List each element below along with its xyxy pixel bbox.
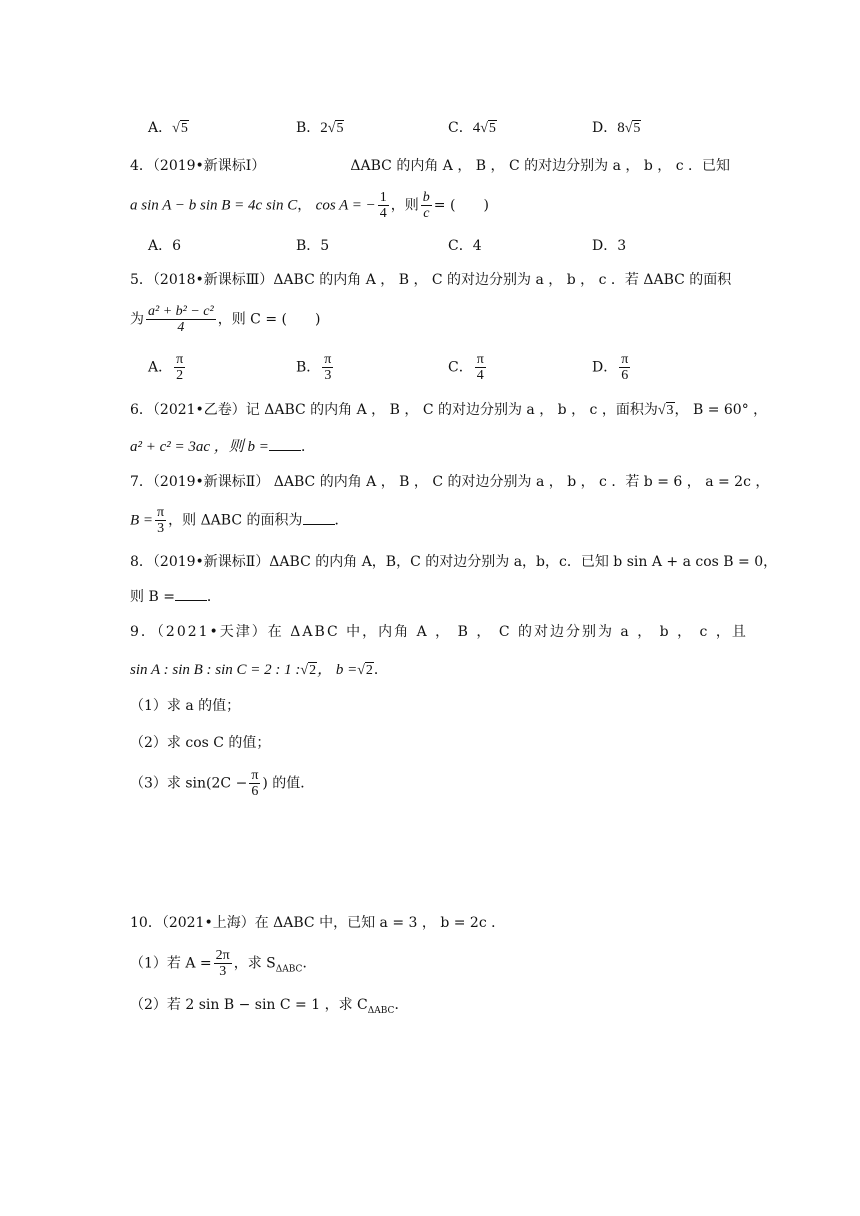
- q4-line2: a sin A − b sin B = 4c sin C， cos A = − $\frac{1}{4}$ ，则 $\frac{b}{c}$ = ( ): [130, 190, 489, 221]
- q3-option-a: A．√5: [148, 120, 188, 136]
- q9-sub2: （2）求 cos C 的值；: [130, 735, 271, 751]
- q5-option-d: D． $\frac{\pi}{6}$: [592, 352, 629, 383]
- q6-answer-blank[interactable]: [269, 436, 301, 451]
- q5-line2: 为 $\frac{\text{a² + b² − c²}}{4}$ ，则 C = ( ): [130, 304, 321, 335]
- q10-line1: 10．（2021•上海）在 ΔABC 中，已知 a = 3 ， b = 2c ．: [130, 915, 506, 931]
- q3-option-c: C．4√5: [448, 120, 496, 136]
- q7-answer-blank[interactable]: [303, 510, 335, 525]
- q9-line1: 9．（2021•天津）在 ΔABC 中，内角 A ， B ， C 的对边分别为 a ， b ， c ，且: [130, 624, 748, 640]
- q4-option-c: C．4: [448, 238, 482, 254]
- q5-option-c: C． $\frac{\pi}{4}$: [448, 352, 484, 383]
- q4-line1: 4．（2019•新课标Ⅰ） ΔABC 的内角 A ， B ， C 的对边分别为 a ， b ， c ．已知: [130, 158, 730, 174]
- q4-option-a: A．6: [148, 238, 182, 254]
- q5-line1: 5．（2018•新课标Ⅲ） ΔABC 的内角 A ， B ， C 的对边分别为 a ， b ， c ．若 ΔABC 的面积: [130, 272, 732, 288]
- q3-option-b: B．2√5: [296, 120, 344, 136]
- q10-sub1: （1）若 A = $\frac{2\pi}{3}$ ，求 $S_{\Delta ABC}$．: [130, 948, 317, 979]
- q6-line2: a² + c² = 3ac ，则 b = ．: [130, 436, 315, 457]
- q10-sub2: （2）若 2 sin B − sin C = 1 ，求 $C_{\Delta ABC}$．: [130, 997, 409, 1016]
- q5-option-b: B． $\frac{\pi}{3}$: [296, 352, 332, 383]
- q8-answer-blank[interactable]: [175, 586, 207, 601]
- q4-option-d: D．3: [592, 238, 627, 254]
- q7-line1: 7．（2019•新课标Ⅱ） ΔABC 的内角 A ， B ， C 的对边分别为 a ， b ， c ．若 b = 6 ， a = 2c ，: [130, 474, 770, 490]
- q3-option-d: D．8√5: [592, 120, 641, 136]
- q8-line1: 8．（2019•新课标Ⅱ）ΔABC 的内角 A，B，C 的对边分别为 a，b，c．已知 b sin A + a cos B = 0，: [130, 554, 778, 570]
- q4-option-b: B．5: [296, 238, 330, 254]
- q7-line2: B = $\frac{\pi}{3}$ ，则 ΔABC 的面积为 ．: [130, 505, 349, 536]
- q5-option-a: A． $\frac{\pi}{2}$: [148, 352, 184, 383]
- q6-line1: 6．（2021•乙卷）记 ΔABC 的内角 A ， B ， C 的对边分别为 a ， b ， c ，面积为√3， B = 60° ，: [130, 402, 768, 418]
- q9-sub1: （1）求 a 的值；: [130, 698, 241, 714]
- q9-line2: sin A : sin B : sin C = 2 : 1 :√2， b =√2．: [130, 662, 388, 678]
- q9-sub3: （3）求 sin(2C − $\frac{\pi}{6}$ ) 的值．: [130, 768, 315, 799]
- q8-line2: 则 B = ．: [130, 586, 221, 607]
